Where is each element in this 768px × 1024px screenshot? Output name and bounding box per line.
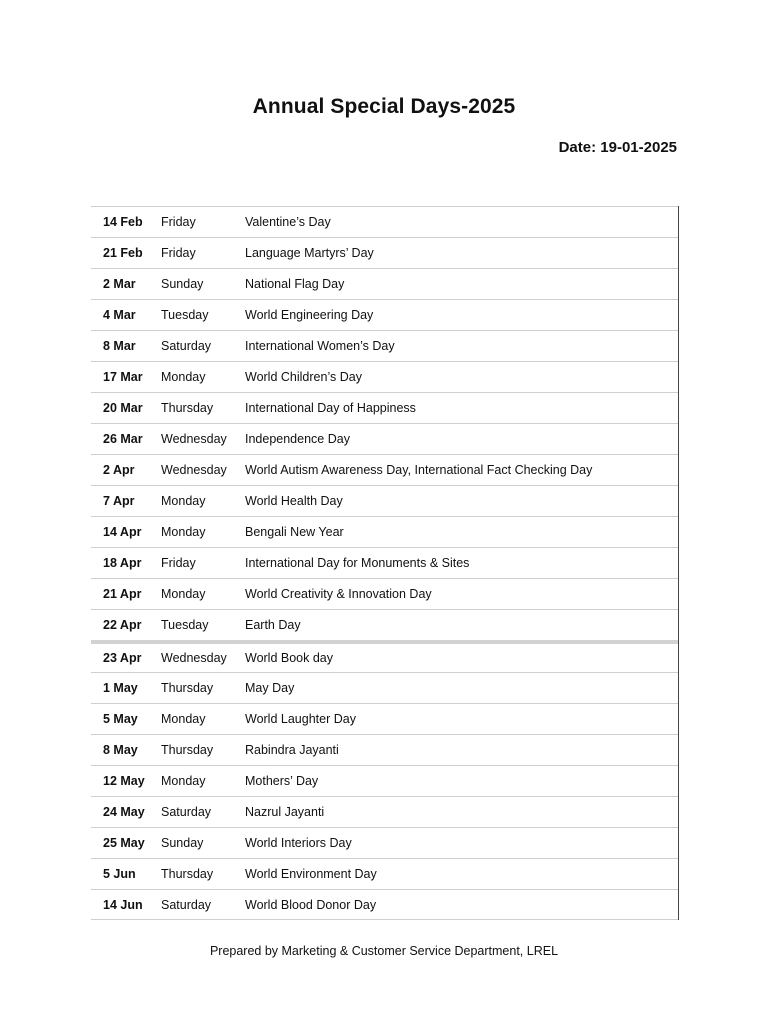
table-row: [91, 578, 678, 609]
row-event: World Blood Donor Day: [245, 897, 377, 912]
row-event: Independence Day: [245, 432, 350, 446]
table-row: [91, 703, 678, 734]
row-day: Wednesday: [161, 432, 227, 446]
row-event: World Creativity & Innovation Day: [245, 587, 432, 601]
table-row: [91, 485, 678, 516]
row-date: 2 Apr: [103, 463, 135, 477]
table-row: [91, 299, 678, 330]
table-row: [91, 423, 678, 454]
row-event: International Women’s Day: [245, 339, 395, 353]
row-day: Friday: [161, 215, 196, 229]
row-date: 21 Apr: [103, 587, 142, 601]
row-day: Friday: [161, 556, 196, 570]
row-day: Saturday: [161, 339, 212, 353]
row-date: 18 Apr: [103, 556, 142, 570]
document-title: Annual Special Days-2025: [252, 95, 516, 118]
row-event: World Laughter Day: [245, 712, 356, 726]
table-row: [91, 361, 678, 392]
table-row: [91, 827, 678, 858]
row-date: 8 May: [103, 743, 138, 757]
row-day: Monday: [161, 494, 206, 508]
table-row: [91, 237, 678, 268]
row-date: 17 Mar: [103, 370, 143, 384]
row-date: 7 Apr: [103, 494, 135, 508]
row-day: Wednesday: [161, 651, 227, 665]
table-row: [91, 547, 678, 578]
row-event: World Health Day: [245, 494, 343, 508]
row-event: World Environment Day: [245, 867, 377, 881]
table-row: [91, 889, 678, 920]
row-date: 5 Jun: [103, 867, 136, 881]
row-date: 5 May: [103, 712, 138, 726]
row-day: Sunday: [161, 277, 204, 291]
row-event: Rabindra Jayanti: [245, 743, 339, 757]
row-day: Monday: [161, 587, 206, 601]
row-day: Sunday: [161, 836, 204, 850]
special-days-table: [91, 206, 679, 920]
row-event: World Children’s Day: [245, 370, 362, 384]
row-event: Earth Day: [245, 618, 301, 632]
row-day: Monday: [161, 712, 206, 726]
row-day: Monday: [161, 370, 206, 384]
table-row: [91, 765, 678, 796]
table-row: [91, 454, 678, 485]
row-event: Mothers’ Day: [245, 774, 319, 788]
row-event: Language Martyrs’ Day: [245, 246, 374, 260]
row-event: May Day: [245, 681, 295, 695]
row-day: Monday: [161, 774, 206, 788]
row-day: Thursday: [161, 743, 214, 757]
table-row: [91, 672, 678, 703]
table-row: [91, 516, 678, 547]
row-day: Thursday: [161, 867, 214, 881]
row-day: Thursday: [161, 401, 214, 415]
row-date: 12 May: [103, 774, 145, 788]
row-date: 1 May: [103, 681, 138, 695]
row-date: 14 Jun: [103, 897, 143, 912]
row-date: 14 Apr: [103, 525, 142, 539]
row-day: Friday: [161, 246, 196, 260]
row-day: Wednesday: [161, 463, 227, 477]
row-day: Thursday: [161, 681, 214, 695]
table-row: [91, 734, 678, 765]
row-date: 20 Mar: [103, 401, 143, 415]
table-row: [91, 392, 678, 423]
row-event: World Interiors Day: [245, 836, 352, 850]
row-day: Saturday: [161, 805, 212, 819]
table-row: [91, 609, 678, 640]
row-day: Monday: [161, 525, 206, 539]
table-row: [91, 640, 678, 672]
row-date: 22 Apr: [103, 618, 142, 632]
row-day: Tuesday: [161, 618, 209, 632]
row-day: Tuesday: [161, 308, 209, 322]
row-event: Bengali New Year: [245, 525, 344, 539]
row-date: 2 Mar: [103, 277, 136, 291]
document-footer: Prepared by Marketing & Customer Service Department, LREL: [209, 944, 559, 958]
row-date: 23 Apr: [103, 651, 142, 665]
table-row: [91, 796, 678, 827]
row-day: Saturday: [161, 897, 212, 912]
row-event: World Autism Awareness Day, International Fact Checking Day: [245, 463, 593, 477]
row-date: 26 Mar: [103, 432, 143, 446]
table-row: [91, 268, 678, 299]
row-event: Nazrul Jayanti: [245, 805, 325, 819]
table-row: [91, 858, 678, 889]
document-date: Date: 19-01-2025: [558, 139, 677, 156]
row-event: World Book day: [245, 651, 334, 665]
row-event: National Flag Day: [245, 277, 345, 291]
row-event: International Day for Monuments & Sites: [245, 556, 470, 570]
row-date: 4 Mar: [103, 308, 136, 322]
row-date: 25 May: [103, 836, 145, 850]
row-date: 24 May: [103, 805, 145, 819]
row-date: 14 Feb: [103, 215, 143, 229]
row-event: World Engineering Day: [245, 308, 374, 322]
table-row: [91, 330, 678, 361]
row-date: 8 Mar: [103, 339, 136, 353]
row-event: International Day of Happiness: [245, 401, 416, 415]
table-row: [91, 206, 678, 237]
row-event: Valentine’s Day: [245, 215, 331, 229]
row-date: 21 Feb: [103, 246, 143, 260]
